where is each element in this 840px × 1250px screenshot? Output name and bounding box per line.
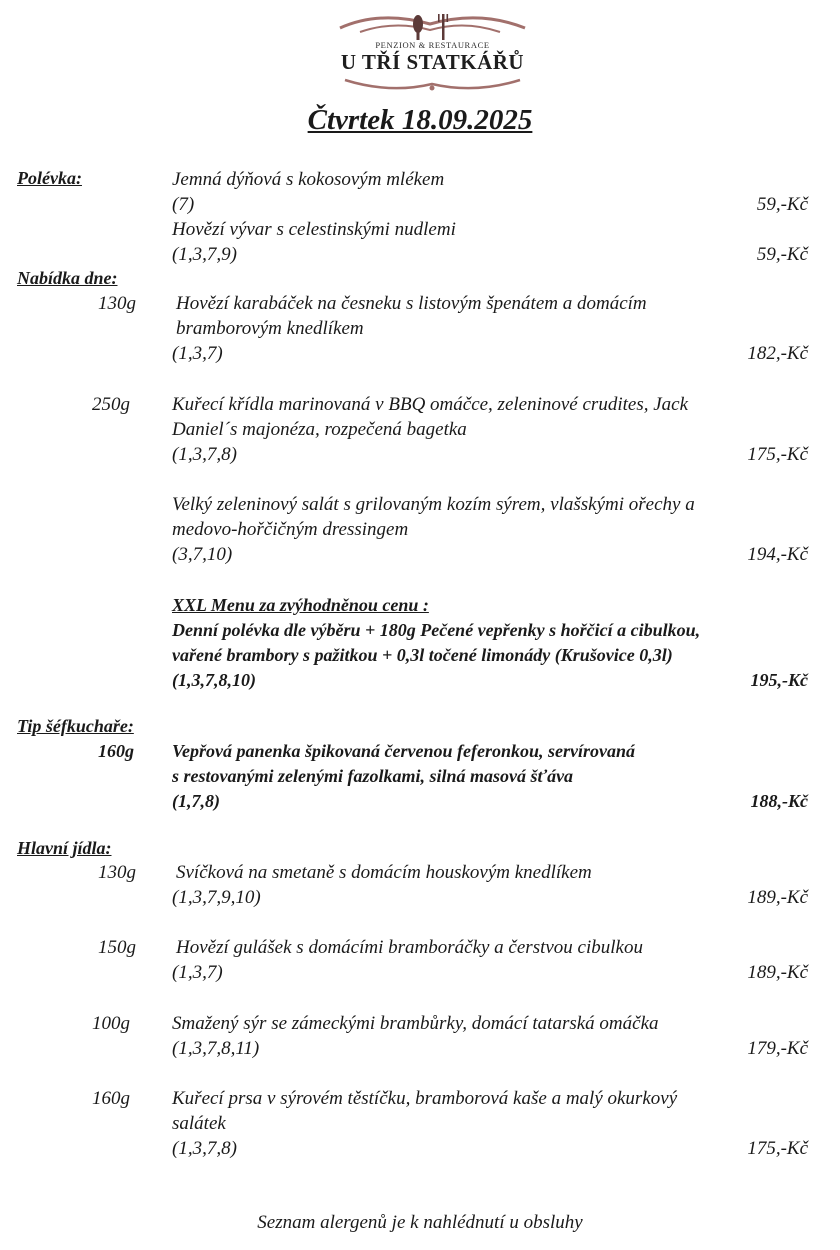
daily-1-price: 182,-Kč (747, 343, 808, 364)
chef-price: 188,-Kč (750, 791, 808, 811)
main-4-line1: Kuřecí prsa v sýrovém těstíčku, bramborová kaše a malý okurkový (172, 1088, 678, 1109)
xxl-allergens: (1,3,7,8,10) (172, 670, 256, 690)
main-1-weight: 130g (98, 862, 136, 883)
daily-2-price: 175,-Kč (747, 444, 808, 465)
xxl-price: 195,-Kč (750, 670, 808, 690)
xxl-line2: vařené brambory s pažitkou + 0,3l točené limonády (Krušovice 0,3l) (172, 645, 673, 665)
main-1-line1: Svíčková na smetaně s domácím houskovým knedlíkem (176, 862, 592, 883)
main-4-price: 175,-Kč (747, 1138, 808, 1159)
page-title: Čtvrtek 18.09.2025 (307, 104, 533, 136)
daily-1-line1: Hovězí karabáček na česneku s listovým špenátem a domácím (176, 293, 647, 314)
daily-1-weight: 130g (98, 293, 136, 314)
main-4-allergens: (1,3,7,8) (172, 1138, 237, 1159)
daily-1-allergens: (1,3,7) (172, 343, 223, 364)
main-4-line2: salátek (172, 1113, 226, 1134)
daily-2-line1: Kuřecí křídla marinovaná v BBQ omáčce, zeleninové crudites, Jack (172, 394, 689, 415)
daily-2-line2: Daniel´s majonéza, rozpečená bagetka (172, 419, 467, 440)
section-chef-heading: Tip šéfkuchaře: (17, 716, 134, 736)
daily-3-line2: medovo-hořčičným dressingem (172, 519, 409, 540)
chef-line1: Vepřová panenka špikovaná červenou feferonkou, servírovaná (172, 741, 635, 761)
main-3-line1: Smažený sýr se zámeckými brambůrky, domácí tatarská omáčka (172, 1013, 659, 1034)
main-1-price: 189,-Kč (747, 887, 808, 908)
chef-line2: s restovanými zelenými fazolkami, silná masová šťáva (172, 766, 574, 786)
soup-2-name: Hovězí vývar s celestinskými nudlemi (172, 219, 456, 240)
main-4-weight: 160g (92, 1088, 130, 1109)
daily-3-price: 194,-Kč (747, 544, 808, 565)
ornament-icon (330, 8, 535, 40)
main-3-price: 179,-Kč (747, 1038, 808, 1059)
xxl-heading: XXL Menu za zvýhodněnou cenu : (172, 595, 429, 615)
main-2-line1: Hovězí gulášek s domácími bramboráčky a čerstvou cibulkou (176, 937, 643, 958)
soup-2-allergens: (1,3,7,9) (172, 244, 237, 265)
chef-weight: 160g (98, 741, 134, 761)
daily-1-line2: bramborovým knedlíkem (176, 318, 364, 339)
soup-2-price: 59,-Kč (756, 244, 808, 265)
logo-name: U TŘÍ STATKÁŘŮ (340, 50, 525, 74)
soup-1-price: 59,-Kč (756, 194, 808, 215)
section-soup-heading: Polévka: (17, 168, 82, 188)
soup-1-name: Jemná dýňová s kokosovým mlékem (172, 169, 445, 190)
daily-3-allergens: (3,7,10) (172, 544, 233, 565)
main-1-allergens: (1,3,7,9,10) (172, 887, 261, 908)
daily-3-line1: Velký zeleninový salát s grilovaným kozím sýrem, vlašskými ořechy a (172, 494, 695, 515)
chef-allergens: (1,7,8) (172, 791, 220, 811)
main-2-weight: 150g (98, 937, 136, 958)
restaurant-logo (330, 8, 535, 96)
allergen-note: Seznam alergenů je k nahlédnutí u obsluhy (257, 1212, 583, 1233)
main-3-allergens: (1,3,7,8,11) (172, 1038, 260, 1059)
daily-2-allergens: (1,3,7,8) (172, 444, 237, 465)
soup-1-allergens: (7) (172, 194, 195, 215)
ornament-bottom-icon (330, 76, 535, 96)
section-main-heading: Hlavní jídla: (17, 838, 112, 858)
section-daily-heading: Nabídka dne: (17, 268, 118, 288)
xxl-line1: Denní polévka dle výběru + 180g Pečené vepřenky s hořčicí a cibulkou, (172, 620, 701, 640)
main-3-weight: 100g (92, 1013, 130, 1034)
daily-2-weight: 250g (92, 394, 130, 415)
main-2-allergens: (1,3,7) (172, 962, 223, 983)
main-2-price: 189,-Kč (747, 962, 808, 983)
logo-subtitle: PENZION & RESTAURACE (375, 40, 490, 50)
